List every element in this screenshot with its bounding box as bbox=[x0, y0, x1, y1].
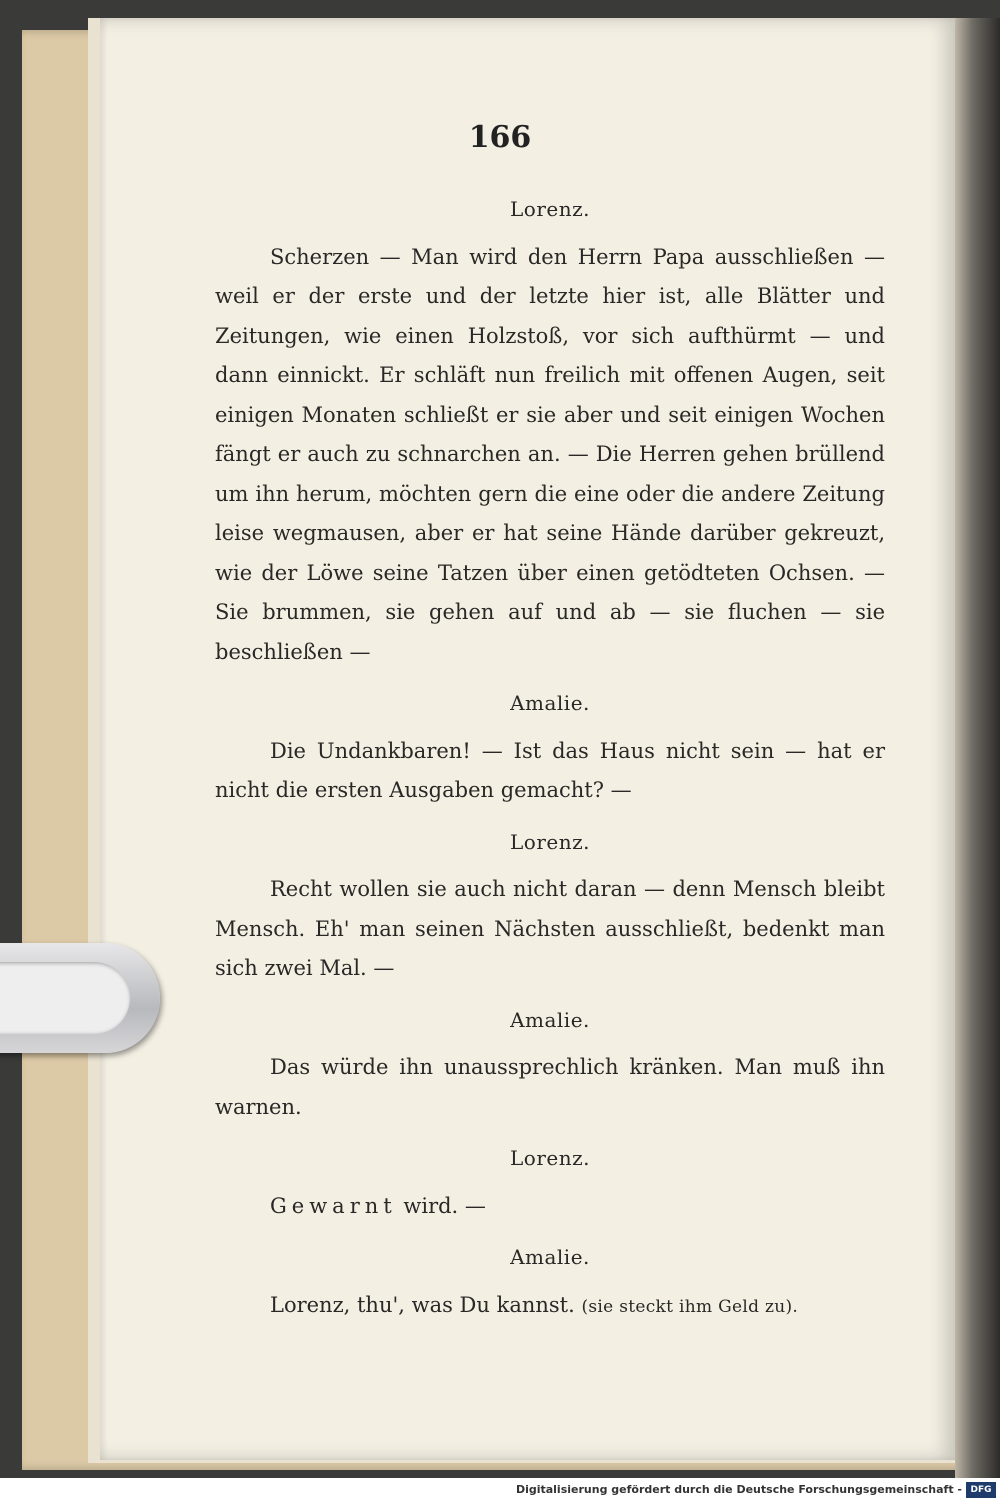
speech-text: Das würde ihn unaussprechlich kränken. Man muß ihn warnen. bbox=[215, 1055, 885, 1119]
dialogue-entry bbox=[215, 190, 885, 672]
book-clip-inner bbox=[0, 962, 130, 1034]
dialogue-entry bbox=[215, 1001, 885, 1128]
dialogue-entry bbox=[215, 1139, 885, 1226]
stage-direction: (sie steckt ihm Geld zu). bbox=[581, 1296, 799, 1317]
dfg-logo: DFG bbox=[966, 1482, 996, 1498]
speaker-name: Amalie. bbox=[510, 1007, 590, 1032]
speech-text: Recht wollen sie auch nicht daran — denn Mensch bleibt Mensch. Eh' man seinen Nächsten ausschließt, bedenkt man sich zwei Mal. — bbox=[215, 877, 885, 980]
book-spine bbox=[955, 18, 1000, 1478]
speaker-name: Lorenz. bbox=[510, 829, 590, 854]
digitization-credit: Digitalisierung gefördert durch die Deutsche Forschungsgemeinschaft - bbox=[0, 1478, 1000, 1502]
page-number: 166 bbox=[468, 120, 532, 155]
page-text bbox=[215, 184, 885, 1339]
emphasized-word: Gewarnt bbox=[270, 1193, 397, 1218]
speech-main: Lorenz, thu', was Du kannst. bbox=[270, 1292, 582, 1317]
speaker-name: Lorenz. bbox=[510, 197, 590, 221]
speech-text: Die Undankbaren! — Ist das Haus nicht sein — hat er nicht die ersten Ausgaben gemacht? — bbox=[215, 738, 885, 802]
speaker-name: Lorenz. bbox=[510, 1146, 590, 1170]
speaker-name: Amalie. bbox=[510, 691, 590, 715]
speech-rest: wird. — bbox=[396, 1193, 486, 1218]
speaker-name: Amalie. bbox=[510, 1245, 590, 1269]
dialogue-entry bbox=[215, 1238, 885, 1327]
speech-text: Scherzen — Man wird den Herrn Papa ausschließen — weil er der erste und der letzte hier ist, alle Blätter und Zeitungen, wie einen Holzstoß, vor sich aufthürmt — und dann einnickt. Er schläft nun freilich mit offenen Augen, seit einigen Monaten schließt er sie aber und seit einigen Wochen fängt er auch zu schnarchen an. — Die Herren gehen brüllend um ihn herum, möchten gern die eine oder die andere Zeitung leise wegmausen, aber er hat seine Hände darüber gekreuzt, wie der Löwe seine Tatzen über einen getödteten Ochsen. — Sie brummen, sie gehen auf und ab — sie fluchen — sie beschließen — bbox=[215, 244, 885, 664]
speech-text bbox=[215, 1187, 885, 1227]
dialogue-entry bbox=[215, 823, 885, 989]
dialogue-entry bbox=[215, 684, 885, 811]
speech-text bbox=[215, 1286, 885, 1328]
